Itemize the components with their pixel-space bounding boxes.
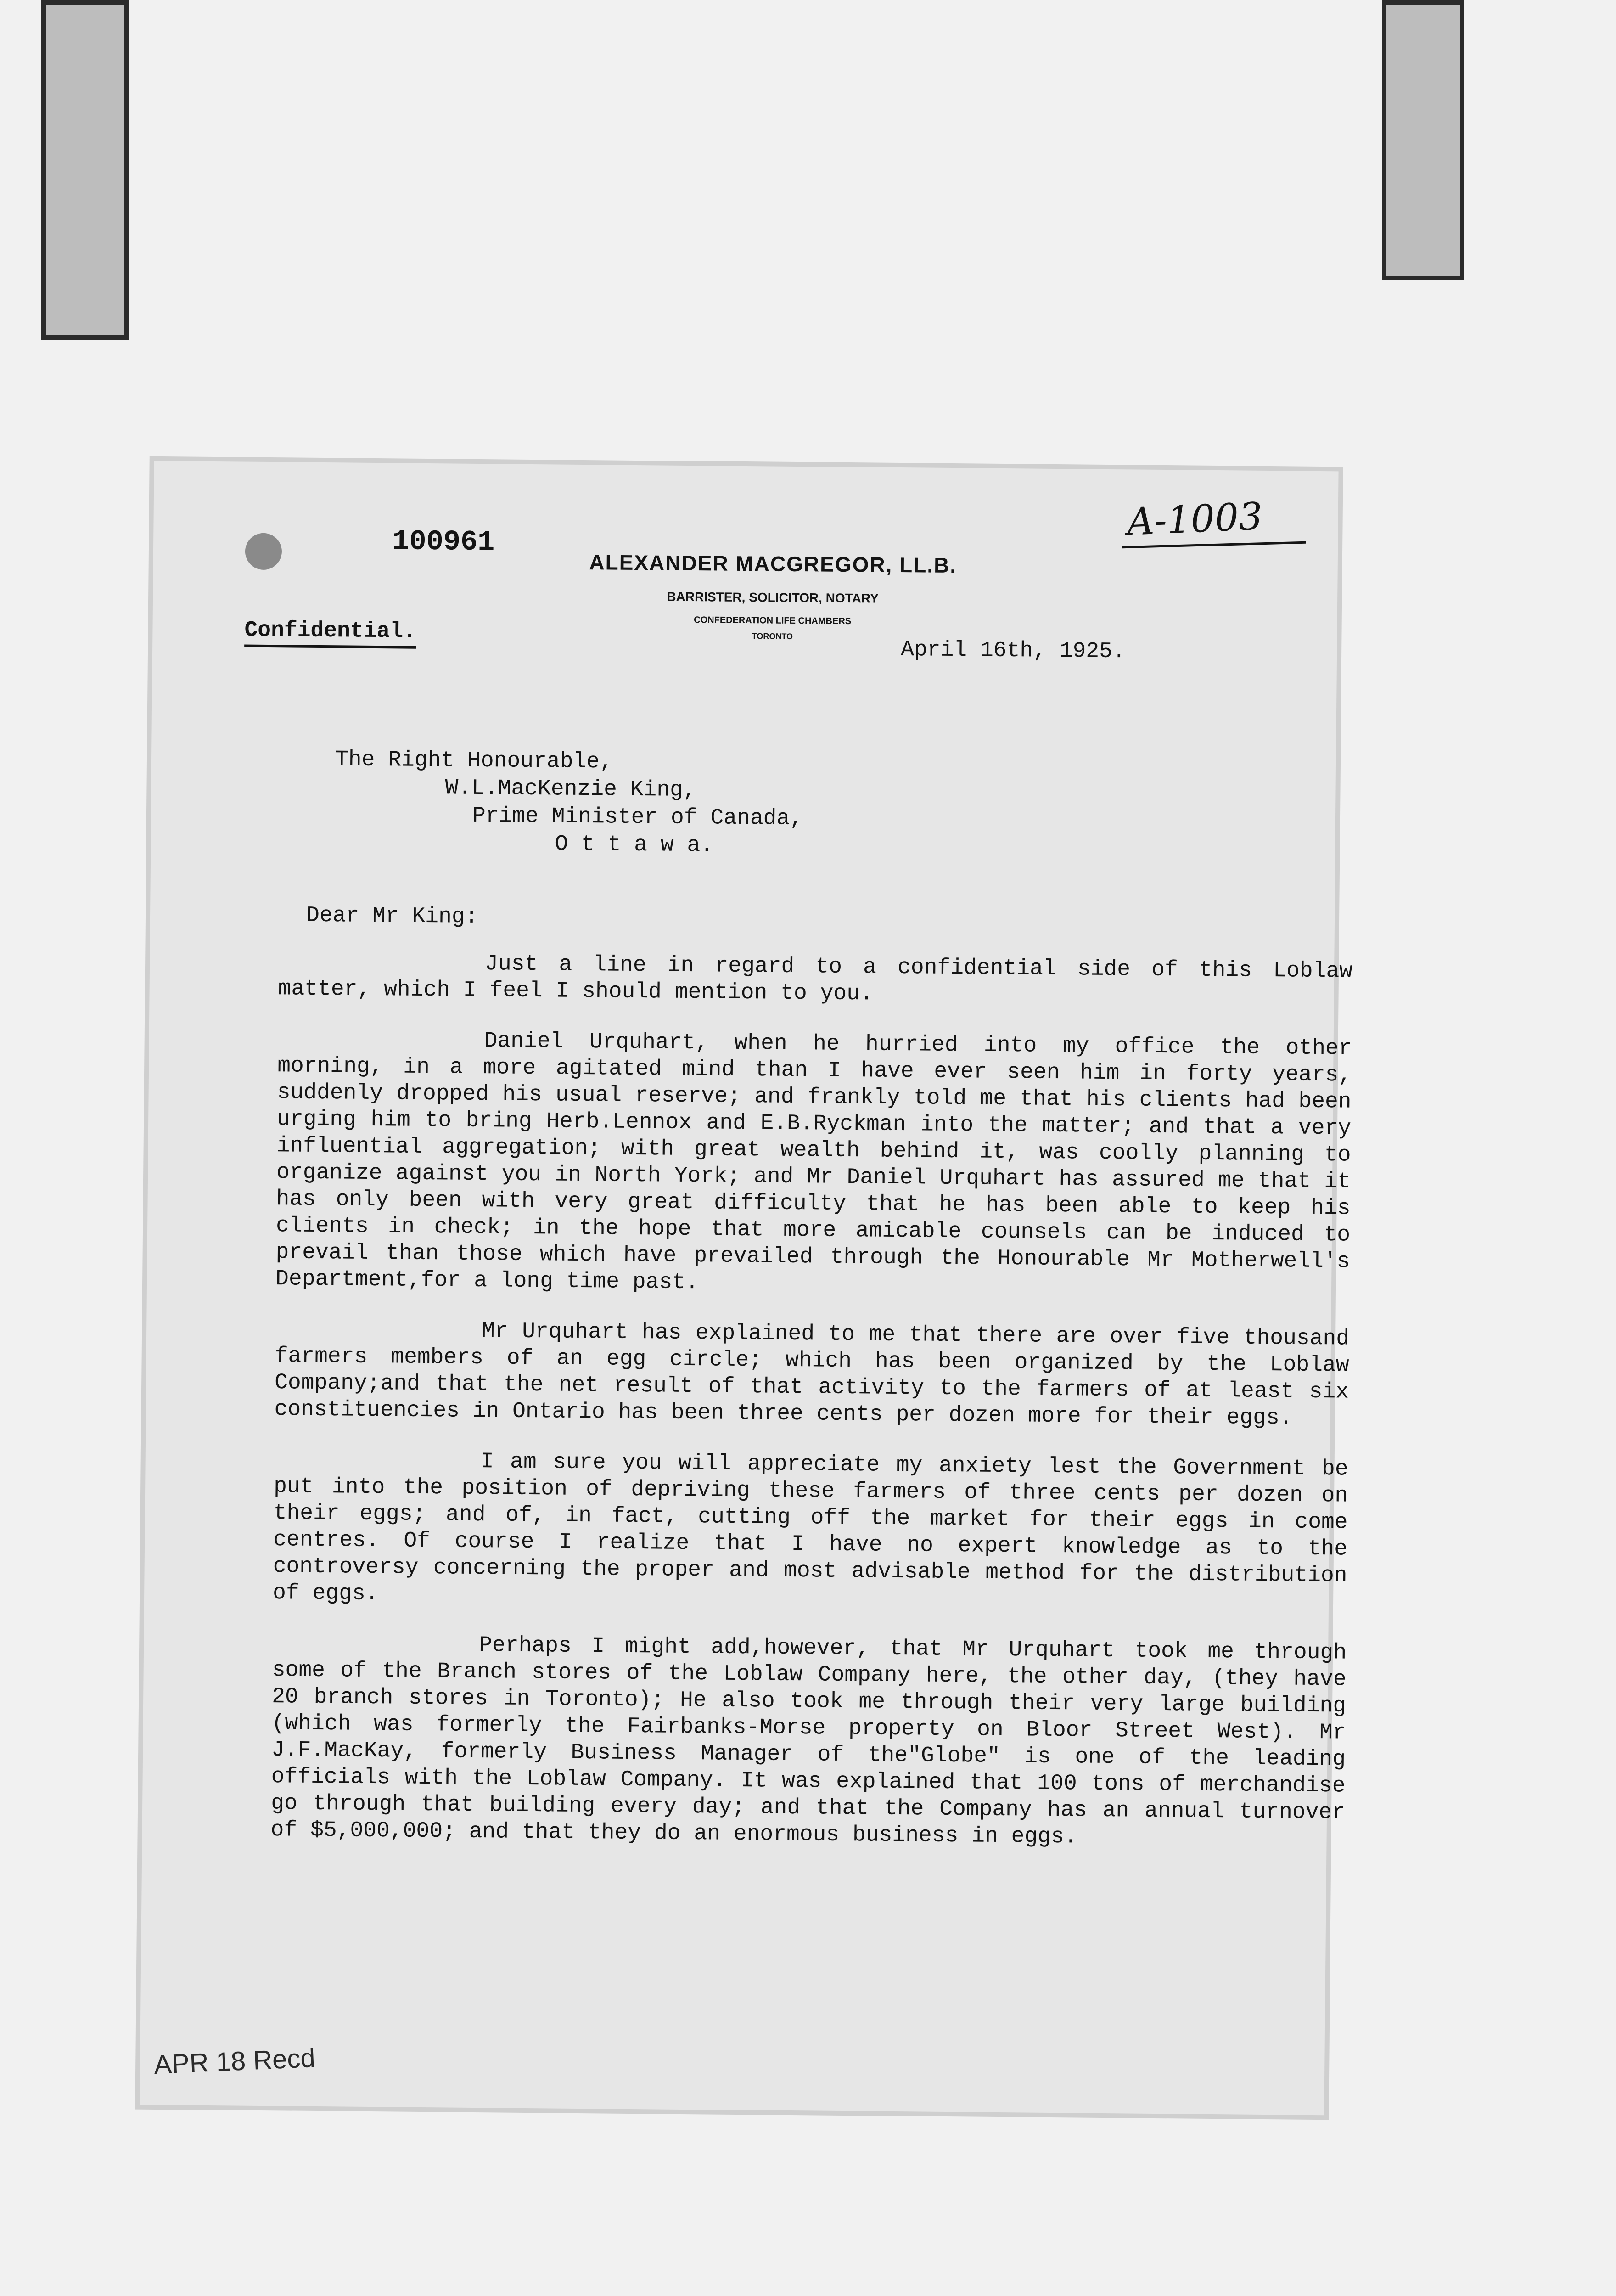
- paragraph-3: Mr Urquhart has explained to me that there are over five thousand farmers members of an egg circle; which has been organized by the Loblaw Company;and that the net result of that activity to the farmers of at least six constituencies in Ontario has been three cents per dozen more for their eggs.: [274, 1319, 1350, 1431]
- handwritten-reference: A-1003: [1126, 495, 1264, 544]
- recipient-line-2: W.L.MacKenzie King,: [445, 776, 696, 803]
- paragraph-2: Daniel Urquhart, when he hurried into my office the other morning, in a more agitated mind than I have ever seen him in forty years, suddenly dropped his usual reserve; and frankly told me that his clients had been urging him to bring Herb.Lennox and E.B.Ryckman into the matter; and that a very influential aggregation; with great wealth behind it, was coolly planning to organize against you in North York; and Mr Daniel Urquhart has assured me that it has only been with very great difficulty that he has been able to keep his clients in check; in the hope that more amicable counsels can be induced to prevail than those which have prevailed through the Honourable Mr Motherwell's Department,for a long time past.: [275, 1029, 1352, 1295]
- letter-body: [270, 949, 1352, 1876]
- paragraph-4: I am sure you will appreciate my anxiety lest the Government be put into the position of depriving these farmers of three cents per dozen on their eggs; and of, in fact, cutting off the market for their eggs in come centres. Of course I realize that I have no expert knowledge as to the controversy concerning the proper and most advisable method for the distribution of eggs.: [272, 1449, 1348, 1607]
- letterhead-city: TORONTO: [752, 631, 793, 641]
- paragraph-1: Just a line in regard to a confidential side of this Loblaw matter, which I feel I should mention to you.: [278, 951, 1353, 1007]
- recipient-line-3: Prime Minister of Canada,: [472, 803, 803, 832]
- salutation: Dear Mr King:: [306, 903, 478, 930]
- letterhead-address: CONFEDERATION LIFE CHAMBERS: [694, 615, 852, 627]
- paragraph-5: Perhaps I might add,however, that Mr Urquhart took me through some of the Branch stores of the Loblaw Company here, the other day, (they have 20 branch stores in Toronto); He also took me through their very large building (which was formerly the Fairbanks-Morse property on Bloor Street West). Mr J.F.MacKay, formerly Business Manager of the"Globe" is one of the leading officials with the Loblaw Company. It was explained that 100 tons of merchandise go through that building every day; and that the Company has an annual turnover of $5,000,000; and that they do an enormous business in eggs.: [270, 1633, 1347, 1850]
- document-number: 100961: [392, 525, 495, 559]
- recipient-line-4: O t t a w a.: [555, 832, 714, 858]
- mounting-tape-top-left: [41, 0, 129, 340]
- recipient-line-1: The Right Honourable,: [335, 747, 613, 775]
- letter-date: April 16th, 1925.: [900, 637, 1126, 664]
- mounting-tape-top-right: [1382, 0, 1464, 280]
- letterhead-name: ALEXANDER MACGREGOR, LL.B.: [589, 550, 957, 578]
- letter-page: [140, 461, 1353, 2115]
- punch-hole: [245, 533, 282, 570]
- received-stamp: APR 18 Recd: [153, 2043, 316, 2080]
- letterhead-title: BARRISTER, SOLICITOR, NOTARY: [667, 589, 879, 606]
- confidential-label: Confidential.: [244, 618, 416, 649]
